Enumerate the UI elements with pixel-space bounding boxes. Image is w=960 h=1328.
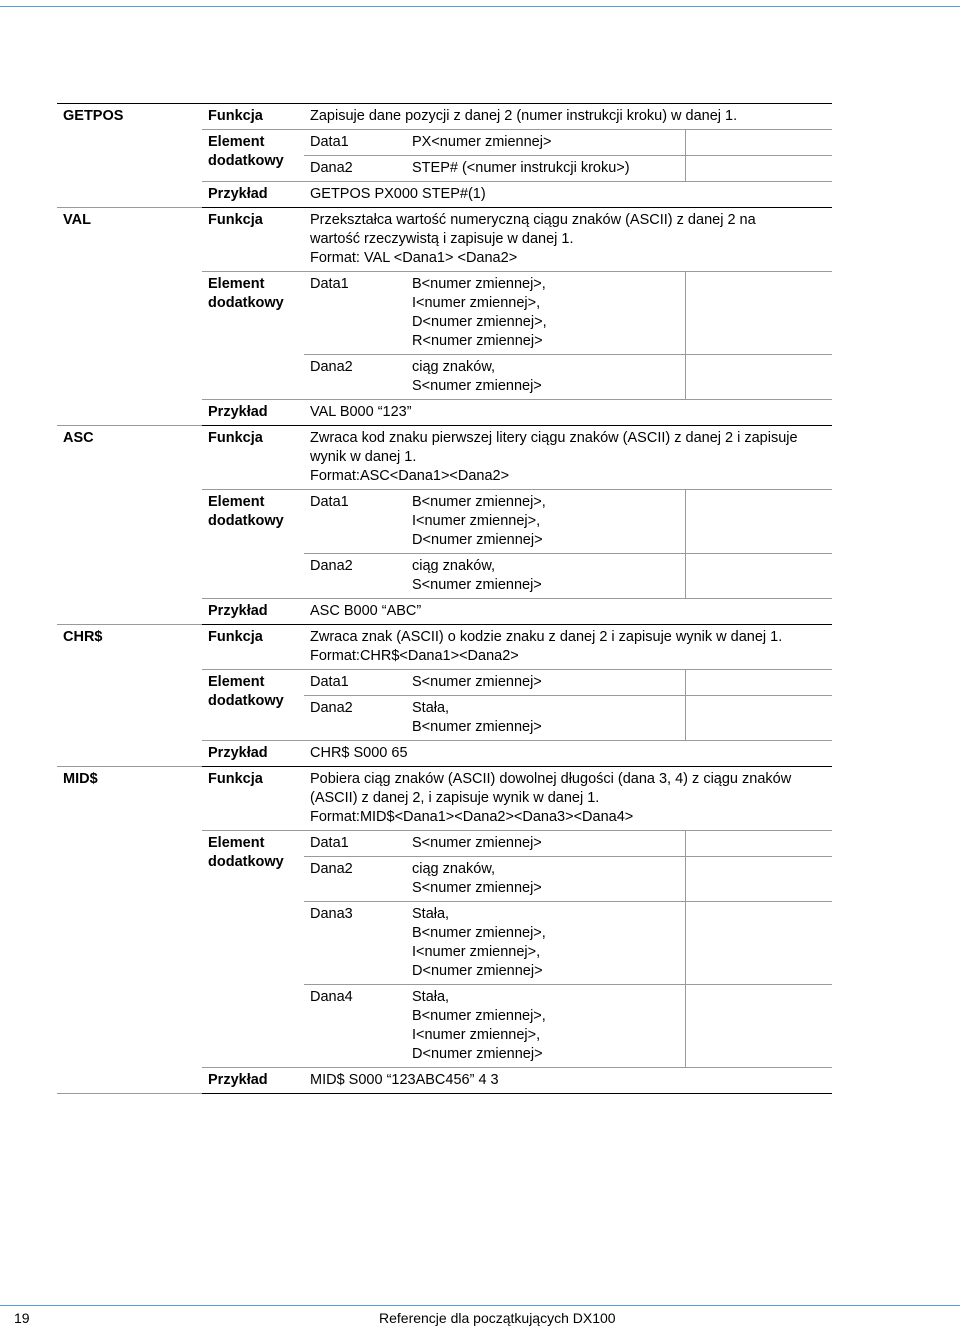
element-label [202, 490, 304, 599]
function-line: Przekształca wartość numeryczną ciągu znaków (ASCII) z danej 2 na [310, 212, 756, 228]
empty-cell [685, 490, 832, 554]
element-value-line: I<numer zmiennej>, [412, 1027, 541, 1043]
element-value-line: Stała, [412, 906, 450, 922]
element-label-line: dodatkowy [208, 513, 284, 529]
element-value-line: D<numer zmiennej> [412, 1046, 543, 1062]
function-line: Zwraca znak (ASCII) o kodzie znaku z danej 2 i zapisuje wynik w danej 1. [310, 629, 783, 645]
function-label: Funkcja [202, 104, 304, 130]
instruction-reference-table [57, 103, 832, 1094]
element-name: Data1 [304, 130, 406, 156]
footer-title: Referencje dla początkujących DX100 [379, 1310, 616, 1326]
empty-cell [685, 355, 832, 400]
element-label-line: dodatkowy [208, 854, 284, 870]
command-function-row [57, 104, 832, 130]
function-label: Funkcja [202, 767, 304, 831]
element-value-line: S<numer zmiennej> [412, 880, 542, 896]
element-value-line: B<numer zmiennej> [412, 719, 542, 735]
function-line: Pobiera ciąg znaków (ASCII) dowolnej długości (dana 3, 4) z ciągu znaków [310, 771, 792, 787]
element-value [406, 831, 685, 857]
function-line: Format:ASC<Dana1><Dana2> [310, 468, 510, 484]
example-value: VAL B000 “123” [304, 400, 832, 426]
command-name: ASC [57, 426, 202, 625]
element-value [406, 985, 685, 1068]
element-value [406, 355, 685, 400]
example-value: CHR$ S000 65 [304, 741, 832, 767]
element-value-line: I<numer zmiennej>, [412, 513, 541, 529]
command-function-row [57, 625, 832, 670]
element-label-line: Element [208, 494, 265, 510]
function-label: Funkcja [202, 426, 304, 490]
element-name: Dana2 [304, 696, 406, 741]
element-label-line: dodatkowy [208, 153, 284, 169]
function-line: Format: VAL <Dana1> <Dana2> [310, 250, 518, 266]
command-function-row [57, 426, 832, 490]
element-label [202, 670, 304, 741]
command-name: CHR$ [57, 625, 202, 767]
function-line: Zapisuje dane pozycji z danej 2 (numer instrukcji kroku) w danej 1. [310, 108, 738, 124]
element-value-line: S<numer zmiennej> [412, 378, 542, 394]
element-value-line: R<numer zmiennej> [412, 333, 543, 349]
function-description [304, 104, 832, 130]
function-line: Format:MID$<Dana1><Dana2><Dana3><Dana4> [310, 809, 634, 825]
function-line: wynik w danej 1. [310, 449, 417, 465]
example-label: Przykład [202, 599, 304, 625]
element-label [202, 272, 304, 400]
element-value [406, 490, 685, 554]
element-label [202, 831, 304, 1068]
empty-cell [685, 670, 832, 696]
command-name: VAL [57, 208, 202, 426]
example-label: Przykład [202, 1068, 304, 1094]
element-value-line: B<numer zmiennej>, [412, 1008, 546, 1024]
element-value [406, 902, 685, 985]
empty-cell [685, 831, 832, 857]
element-name: Dana4 [304, 985, 406, 1068]
footer-rule [0, 1305, 960, 1306]
element-value [406, 670, 685, 696]
element-value [406, 156, 685, 182]
empty-cell [685, 902, 832, 985]
element-value-line: I<numer zmiennej>, [412, 944, 541, 960]
element-value-line: ciąg znaków, [412, 861, 496, 877]
function-label: Funkcja [202, 625, 304, 670]
element-value-line: Stała, [412, 989, 450, 1005]
element-value-line: I<numer zmiennej>, [412, 295, 541, 311]
command-name: GETPOS [57, 104, 202, 208]
element-value-line: S<numer zmiennej> [412, 835, 542, 851]
element-name: Data1 [304, 670, 406, 696]
element-value-line: PX<numer zmiennej> [412, 134, 552, 150]
element-value-line: B<numer zmiennej>, [412, 925, 546, 941]
empty-cell [685, 696, 832, 741]
element-value-line: Stała, [412, 700, 450, 716]
element-name: Dana2 [304, 554, 406, 599]
example-label: Przykład [202, 182, 304, 208]
element-value-line: ciąg znaków, [412, 359, 496, 375]
page-footer [0, 1309, 960, 1327]
empty-cell [685, 272, 832, 355]
element-value [406, 857, 685, 902]
element-value [406, 130, 685, 156]
element-label-line: dodatkowy [208, 693, 284, 709]
element-label-line: Element [208, 835, 265, 851]
element-name: Data1 [304, 272, 406, 355]
element-value-line: D<numer zmiennej>, [412, 314, 547, 330]
function-line: Zwraca kod znaku pierwszej litery ciągu znaków (ASCII) z danej 2 i zapisuje [310, 430, 798, 446]
element-value-line: D<numer zmiennej> [412, 532, 543, 548]
element-name: Data1 [304, 490, 406, 554]
element-label [202, 130, 304, 182]
function-description [304, 767, 832, 831]
element-label-line: Element [208, 134, 265, 150]
element-name: Dana2 [304, 355, 406, 400]
element-name: Dana2 [304, 156, 406, 182]
function-label: Funkcja [202, 208, 304, 272]
element-value-line: S<numer zmiennej> [412, 577, 542, 593]
empty-cell [685, 554, 832, 599]
element-name: Dana2 [304, 857, 406, 902]
element-name: Dana3 [304, 902, 406, 985]
empty-cell [685, 985, 832, 1068]
element-label-line: dodatkowy [208, 295, 284, 311]
example-value: MID$ S000 “123ABC456” 4 3 [304, 1068, 832, 1094]
empty-cell [685, 130, 832, 156]
function-description [304, 426, 832, 490]
function-description [304, 208, 832, 272]
function-line: (ASCII) z danej 2, i zapisuje wynik w danej 1. [310, 790, 600, 806]
command-name: MID$ [57, 767, 202, 1094]
function-description [304, 625, 832, 670]
header-rule [0, 6, 960, 7]
page-number: 19 [14, 1310, 30, 1326]
command-function-row [57, 208, 832, 272]
element-label-line: Element [208, 674, 265, 690]
example-value: GETPOS PX000 STEP#(1) [304, 182, 832, 208]
element-value-line: B<numer zmiennej>, [412, 494, 546, 510]
element-value-line: B<numer zmiennej>, [412, 276, 546, 292]
example-label: Przykład [202, 400, 304, 426]
element-value [406, 696, 685, 741]
element-value-line: S<numer zmiennej> [412, 674, 542, 690]
empty-cell [685, 156, 832, 182]
function-line: Format:CHR$<Dana1><Dana2> [310, 648, 519, 664]
element-value-line: D<numer zmiennej> [412, 963, 543, 979]
element-value [406, 272, 685, 355]
element-name: Data1 [304, 831, 406, 857]
element-label-line: Element [208, 276, 265, 292]
element-value-line: STEP# (<numer instrukcji kroku>) [412, 160, 630, 176]
function-line: wartość rzeczywistą i zapisuje w danej 1. [310, 231, 574, 247]
empty-cell [685, 857, 832, 902]
example-label: Przykład [202, 741, 304, 767]
element-value-line: ciąg znaków, [412, 558, 496, 574]
command-function-row [57, 767, 832, 831]
example-value: ASC B000 “ABC” [304, 599, 832, 625]
element-value [406, 554, 685, 599]
